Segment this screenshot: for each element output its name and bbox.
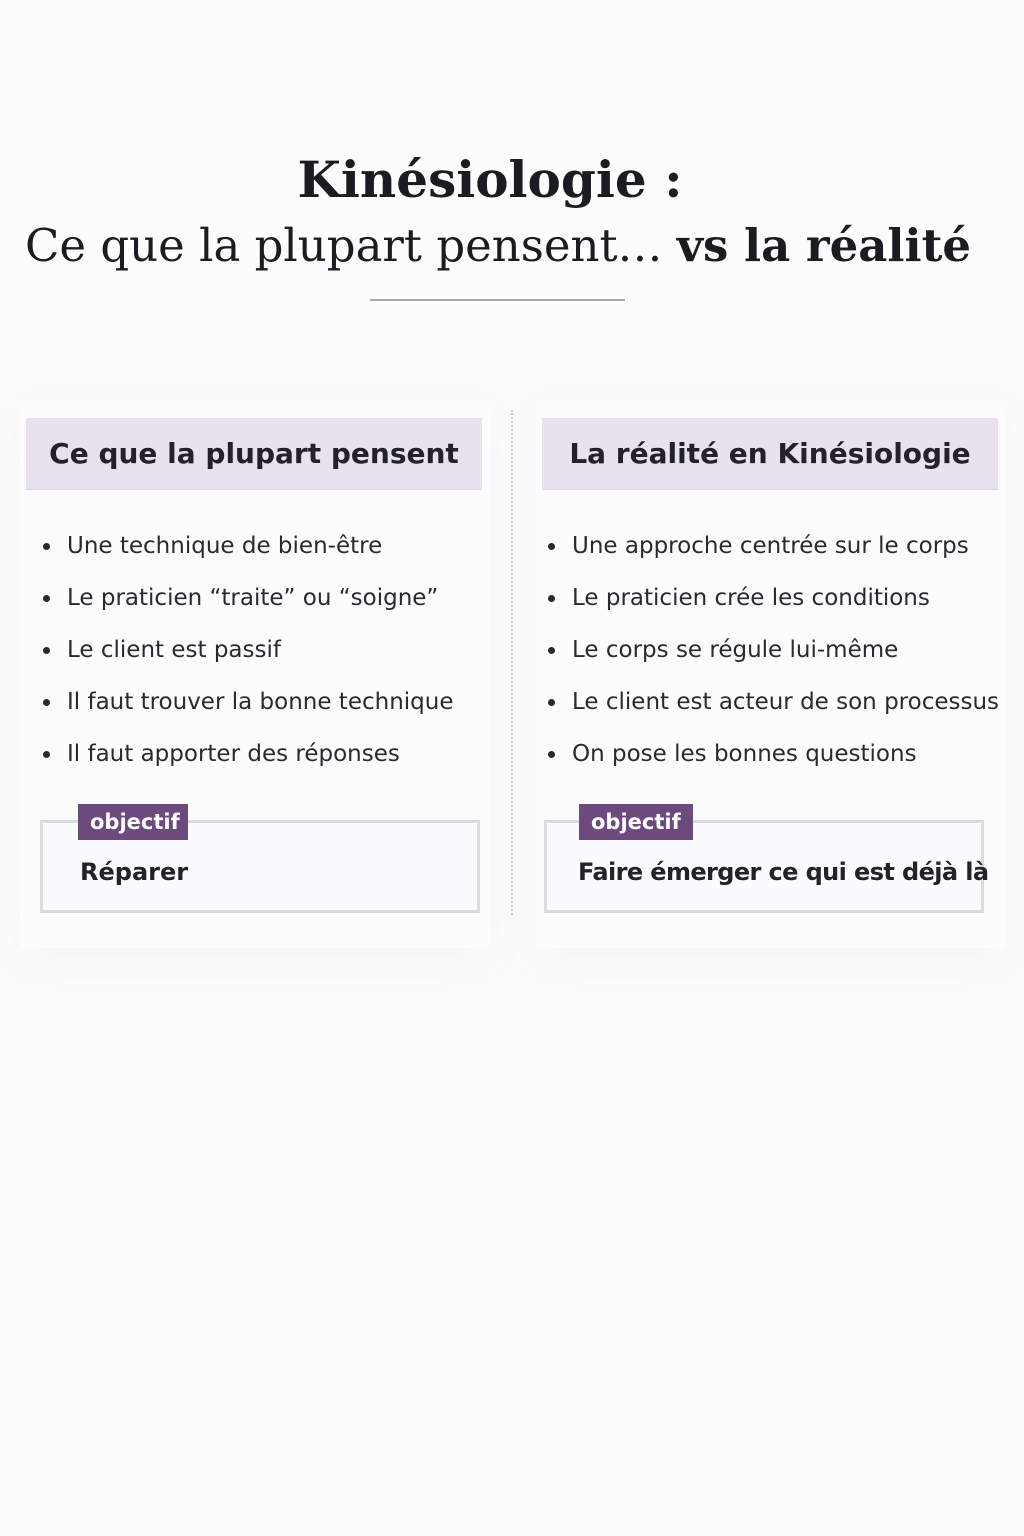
left-objective-text: Réparer [80, 858, 189, 886]
bullet-icon [43, 699, 50, 706]
list-item-text: On pose les bonnes questions [572, 741, 917, 767]
bullet-icon [43, 595, 50, 602]
page-subtitle [0, 212, 996, 280]
column-divider [511, 410, 513, 915]
left-bullet-list [40, 520, 500, 780]
list-item-text: Le client est acteur de son processus [572, 689, 1000, 715]
list-item [40, 624, 500, 676]
list-item [545, 624, 1020, 676]
list-item-text: Le praticien “traite” ou “soigne” [67, 585, 439, 611]
list-item [545, 676, 1020, 728]
bullet-icon [43, 647, 50, 654]
bullet-icon [43, 543, 50, 550]
bullet-icon [548, 543, 555, 550]
list-item-text: Le client est passif [67, 637, 281, 663]
bullet-icon [43, 751, 50, 758]
bullet-icon [548, 595, 555, 602]
subtitle-part-realite: vs la réalité [676, 219, 971, 272]
right-objective-tag: objectif [579, 804, 693, 840]
right-objective-text: Faire émerger ce qui est déjà là [578, 858, 989, 886]
list-item [40, 520, 500, 572]
list-item-text: Le corps se régule lui-même [572, 637, 899, 663]
right-column-header: La réalité en Kinésiologie [542, 418, 998, 490]
bullet-icon [548, 647, 555, 654]
list-item-text: Il faut trouver la bonne technique [67, 689, 454, 715]
list-item-text: Une technique de bien-être [67, 533, 383, 559]
bullet-icon [548, 751, 555, 758]
list-item [545, 520, 1020, 572]
list-item [40, 728, 500, 780]
list-item [40, 572, 500, 624]
list-item-text: Le praticien crée les conditions [572, 585, 930, 611]
list-item [40, 676, 500, 728]
left-column-header: Ce que la plupart pensent [26, 418, 482, 490]
title-underline [370, 299, 625, 301]
list-item-text: Il faut apporter des réponses [67, 741, 400, 767]
subtitle-part-pensent: Ce que la plupart pensent… [24, 219, 677, 272]
left-objective-tag: objectif [78, 804, 188, 840]
page-title: Kinésiologie : [297, 150, 683, 209]
list-item [545, 728, 1020, 780]
list-item [545, 572, 1020, 624]
right-bullet-list [545, 520, 1020, 780]
bullet-icon [548, 699, 555, 706]
list-item-text: Une approche centrée sur le corps [572, 533, 969, 559]
